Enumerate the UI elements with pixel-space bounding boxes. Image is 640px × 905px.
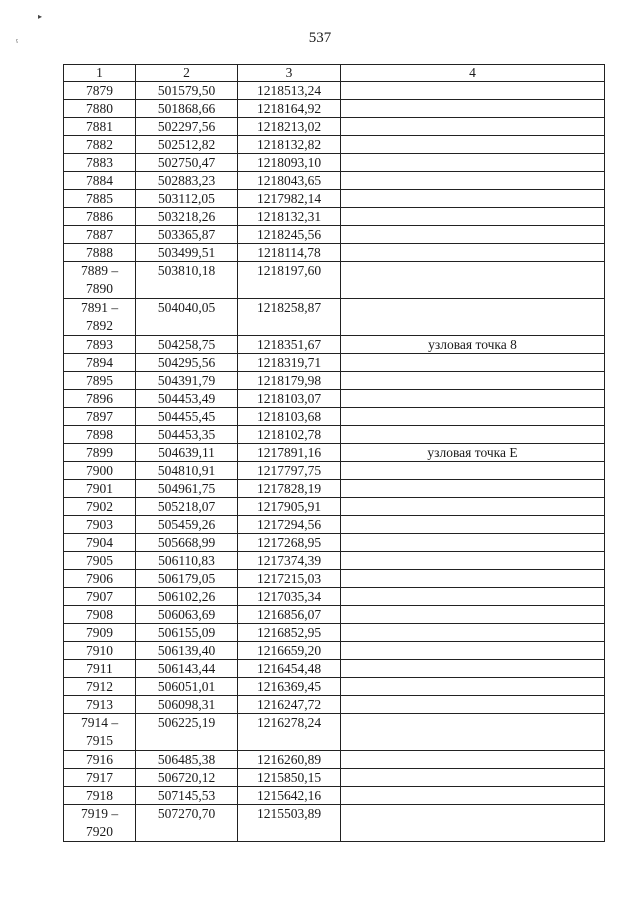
- x-coordinate-cell: 506098,31: [136, 696, 238, 714]
- note-cell: узловая точка Е: [341, 444, 605, 462]
- page-number: 537: [308, 30, 332, 46]
- point-number-cell: 7893: [64, 336, 136, 354]
- table-row: [64, 299, 605, 336]
- table-row: [64, 354, 605, 372]
- table-row: [64, 372, 605, 390]
- table-row: [64, 534, 605, 552]
- y-coordinate-cell: 1218258,87: [238, 299, 341, 336]
- y-coordinate-cell: 1216369,45: [238, 678, 341, 696]
- table-row: [64, 426, 605, 444]
- point-number-cell: 7898: [64, 426, 136, 444]
- x-coordinate-cell: 506720,12: [136, 769, 238, 787]
- point-number-cell: 7881: [64, 118, 136, 136]
- point-number-cell: 7885: [64, 190, 136, 208]
- x-coordinate-cell: 506485,38: [136, 751, 238, 769]
- table-row: [64, 678, 605, 696]
- table-row: [64, 190, 605, 208]
- x-coordinate-cell: 502512,82: [136, 136, 238, 154]
- table-row: [64, 552, 605, 570]
- x-coordinate-cell: 504453,49: [136, 390, 238, 408]
- y-coordinate-cell: 1218043,65: [238, 172, 341, 190]
- point-number-cell: 7914 – 7915: [64, 714, 136, 751]
- header-row: [64, 65, 605, 82]
- point-number-cell: 7884: [64, 172, 136, 190]
- point-number-cell: 7916: [64, 751, 136, 769]
- y-coordinate-cell: 1216852,95: [238, 624, 341, 642]
- table-row: [64, 480, 605, 498]
- point-number-cell: 7880: [64, 100, 136, 118]
- table-row: [64, 516, 605, 534]
- note-cell: [341, 588, 605, 606]
- point-number-cell: 7887: [64, 226, 136, 244]
- point-number-cell: 7918: [64, 787, 136, 805]
- y-coordinate-cell: 1216659,20: [238, 642, 341, 660]
- point-number-cell: 7904: [64, 534, 136, 552]
- point-number-cell: 7909: [64, 624, 136, 642]
- note-cell: [341, 714, 605, 751]
- x-coordinate-cell: 504295,56: [136, 354, 238, 372]
- x-coordinate-cell: 506102,26: [136, 588, 238, 606]
- x-coordinate-cell: 504810,91: [136, 462, 238, 480]
- table-row: [64, 714, 605, 751]
- note-cell: [341, 262, 605, 299]
- note-cell: [341, 354, 605, 372]
- x-coordinate-cell: 502297,56: [136, 118, 238, 136]
- y-coordinate-cell: 1218319,71: [238, 354, 341, 372]
- x-coordinate-cell: 503112,05: [136, 190, 238, 208]
- point-number-cell: 7891 – 7892: [64, 299, 136, 336]
- point-number-cell: 7889 – 7890: [64, 262, 136, 299]
- y-coordinate-cell: 1215503,89: [238, 805, 341, 842]
- x-coordinate-cell: 504453,35: [136, 426, 238, 444]
- point-number-cell: 7910: [64, 642, 136, 660]
- y-coordinate-cell: 1218114,78: [238, 244, 341, 262]
- note-cell: узловая точка 8: [341, 336, 605, 354]
- table-row: [64, 208, 605, 226]
- table-row: [64, 660, 605, 678]
- note-cell: [341, 118, 605, 136]
- y-coordinate-cell: 1217374,39: [238, 552, 341, 570]
- point-number-cell: 7913: [64, 696, 136, 714]
- y-coordinate-cell: 1218093,10: [238, 154, 341, 172]
- x-coordinate-cell: 506063,69: [136, 606, 238, 624]
- y-coordinate-cell: 1216454,48: [238, 660, 341, 678]
- y-coordinate-cell: 1218132,31: [238, 208, 341, 226]
- y-coordinate-cell: 1218102,78: [238, 426, 341, 444]
- x-coordinate-cell: 505459,26: [136, 516, 238, 534]
- note-cell: [341, 390, 605, 408]
- table-row: [64, 226, 605, 244]
- table-row: [64, 408, 605, 426]
- y-coordinate-cell: 1217294,56: [238, 516, 341, 534]
- point-number-cell: 7895: [64, 372, 136, 390]
- note-cell: [341, 642, 605, 660]
- table-row: [64, 82, 605, 100]
- x-coordinate-cell: 503499,51: [136, 244, 238, 262]
- point-number-cell: 7906: [64, 570, 136, 588]
- point-number-cell: 7902: [64, 498, 136, 516]
- table-row: [64, 696, 605, 714]
- y-coordinate-cell: 1217215,03: [238, 570, 341, 588]
- y-coordinate-cell: 1218513,24: [238, 82, 341, 100]
- table-row: [64, 588, 605, 606]
- note-cell: [341, 82, 605, 100]
- table-row: [64, 136, 605, 154]
- point-number-cell: 7911: [64, 660, 136, 678]
- x-coordinate-cell: 506143,44: [136, 660, 238, 678]
- table-row: [64, 154, 605, 172]
- note-cell: [341, 226, 605, 244]
- y-coordinate-cell: 1218213,02: [238, 118, 341, 136]
- x-coordinate-cell: 506179,05: [136, 570, 238, 588]
- x-coordinate-cell: 506051,01: [136, 678, 238, 696]
- x-coordinate-cell: 503365,87: [136, 226, 238, 244]
- note-cell: [341, 660, 605, 678]
- x-coordinate-cell: 504391,79: [136, 372, 238, 390]
- x-coordinate-cell: 501868,66: [136, 100, 238, 118]
- column-header: 2: [136, 65, 238, 82]
- note-cell: [341, 299, 605, 336]
- x-coordinate-cell: 506225,19: [136, 714, 238, 751]
- note-cell: [341, 769, 605, 787]
- y-coordinate-cell: 1215850,15: [238, 769, 341, 787]
- point-number-cell: 7919 – 7920: [64, 805, 136, 842]
- point-number-cell: 7894: [64, 354, 136, 372]
- table-row: [64, 624, 605, 642]
- y-coordinate-cell: 1218197,60: [238, 262, 341, 299]
- x-coordinate-cell: 506139,40: [136, 642, 238, 660]
- note-cell: [341, 498, 605, 516]
- point-number-cell: 7905: [64, 552, 136, 570]
- point-number-cell: 7883: [64, 154, 136, 172]
- point-number-cell: 7903: [64, 516, 136, 534]
- y-coordinate-cell: 1215642,16: [238, 787, 341, 805]
- x-coordinate-cell: 504961,75: [136, 480, 238, 498]
- note-cell: [341, 190, 605, 208]
- y-coordinate-cell: 1217828,19: [238, 480, 341, 498]
- point-number-cell: 7879: [64, 82, 136, 100]
- note-cell: [341, 606, 605, 624]
- table-row: [64, 118, 605, 136]
- column-header: 1: [64, 65, 136, 82]
- table-row: [64, 570, 605, 588]
- column-header: 3: [238, 65, 341, 82]
- note-cell: [341, 516, 605, 534]
- x-coordinate-cell: 506155,09: [136, 624, 238, 642]
- x-coordinate-cell: 507145,53: [136, 787, 238, 805]
- table-row: [64, 390, 605, 408]
- y-coordinate-cell: 1217891,16: [238, 444, 341, 462]
- x-coordinate-cell: 505218,07: [136, 498, 238, 516]
- note-cell: [341, 678, 605, 696]
- y-coordinate-cell: 1217268,95: [238, 534, 341, 552]
- x-coordinate-cell: 501579,50: [136, 82, 238, 100]
- table-row: [64, 805, 605, 842]
- note-cell: [341, 462, 605, 480]
- y-coordinate-cell: 1217982,14: [238, 190, 341, 208]
- point-number-cell: 7888: [64, 244, 136, 262]
- x-coordinate-cell: 505668,99: [136, 534, 238, 552]
- coordinates-table: [63, 64, 605, 842]
- table-row: [64, 100, 605, 118]
- x-coordinate-cell: 502883,23: [136, 172, 238, 190]
- x-coordinate-cell: 506110,83: [136, 552, 238, 570]
- point-number-cell: 7896: [64, 390, 136, 408]
- y-coordinate-cell: 1218351,67: [238, 336, 341, 354]
- y-coordinate-cell: 1216278,24: [238, 714, 341, 751]
- point-number-cell: 7912: [64, 678, 136, 696]
- point-number-cell: 7882: [64, 136, 136, 154]
- column-header: 4: [341, 65, 605, 82]
- note-cell: [341, 534, 605, 552]
- table-row: [64, 462, 605, 480]
- note-cell: [341, 100, 605, 118]
- y-coordinate-cell: 1218179,98: [238, 372, 341, 390]
- table-row: [64, 444, 605, 462]
- note-cell: [341, 570, 605, 588]
- note-cell: [341, 751, 605, 769]
- y-coordinate-cell: 1218103,07: [238, 390, 341, 408]
- y-coordinate-cell: 1217797,75: [238, 462, 341, 480]
- note-cell: [341, 624, 605, 642]
- table-row: [64, 336, 605, 354]
- y-coordinate-cell: 1218132,82: [238, 136, 341, 154]
- table-row: [64, 642, 605, 660]
- note-cell: [341, 408, 605, 426]
- table-row: [64, 244, 605, 262]
- y-coordinate-cell: 1216260,89: [238, 751, 341, 769]
- y-coordinate-cell: 1217035,34: [238, 588, 341, 606]
- table-row: [64, 751, 605, 769]
- y-coordinate-cell: 1218245,56: [238, 226, 341, 244]
- point-number-cell: 7917: [64, 769, 136, 787]
- note-cell: [341, 136, 605, 154]
- x-coordinate-cell: 504639,11: [136, 444, 238, 462]
- y-coordinate-cell: 1218164,92: [238, 100, 341, 118]
- point-number-cell: 7901: [64, 480, 136, 498]
- y-coordinate-cell: 1217905,91: [238, 498, 341, 516]
- note-cell: [341, 208, 605, 226]
- table-row: [64, 606, 605, 624]
- table-row: [64, 172, 605, 190]
- y-coordinate-cell: 1218103,68: [238, 408, 341, 426]
- y-coordinate-cell: 1216856,07: [238, 606, 341, 624]
- scan-mark: ˁ: [16, 38, 18, 47]
- point-number-cell: 7908: [64, 606, 136, 624]
- point-number-cell: 7899: [64, 444, 136, 462]
- note-cell: [341, 154, 605, 172]
- x-coordinate-cell: 503810,18: [136, 262, 238, 299]
- x-coordinate-cell: 502750,47: [136, 154, 238, 172]
- x-coordinate-cell: 504258,75: [136, 336, 238, 354]
- x-coordinate-cell: 507270,70: [136, 805, 238, 842]
- note-cell: [341, 696, 605, 714]
- note-cell: [341, 426, 605, 444]
- point-number-cell: 7900: [64, 462, 136, 480]
- table-row: [64, 787, 605, 805]
- x-coordinate-cell: 503218,26: [136, 208, 238, 226]
- note-cell: [341, 805, 605, 842]
- table-row: [64, 262, 605, 299]
- table-row: [64, 769, 605, 787]
- table-row: [64, 498, 605, 516]
- x-coordinate-cell: 504040,05: [136, 299, 238, 336]
- y-coordinate-cell: 1216247,72: [238, 696, 341, 714]
- scan-mark: ▸: [38, 12, 43, 21]
- note-cell: [341, 244, 605, 262]
- point-number-cell: 7907: [64, 588, 136, 606]
- point-number-cell: 7886: [64, 208, 136, 226]
- note-cell: [341, 372, 605, 390]
- note-cell: [341, 787, 605, 805]
- note-cell: [341, 172, 605, 190]
- point-number-cell: 7897: [64, 408, 136, 426]
- note-cell: [341, 552, 605, 570]
- x-coordinate-cell: 504455,45: [136, 408, 238, 426]
- note-cell: [341, 480, 605, 498]
